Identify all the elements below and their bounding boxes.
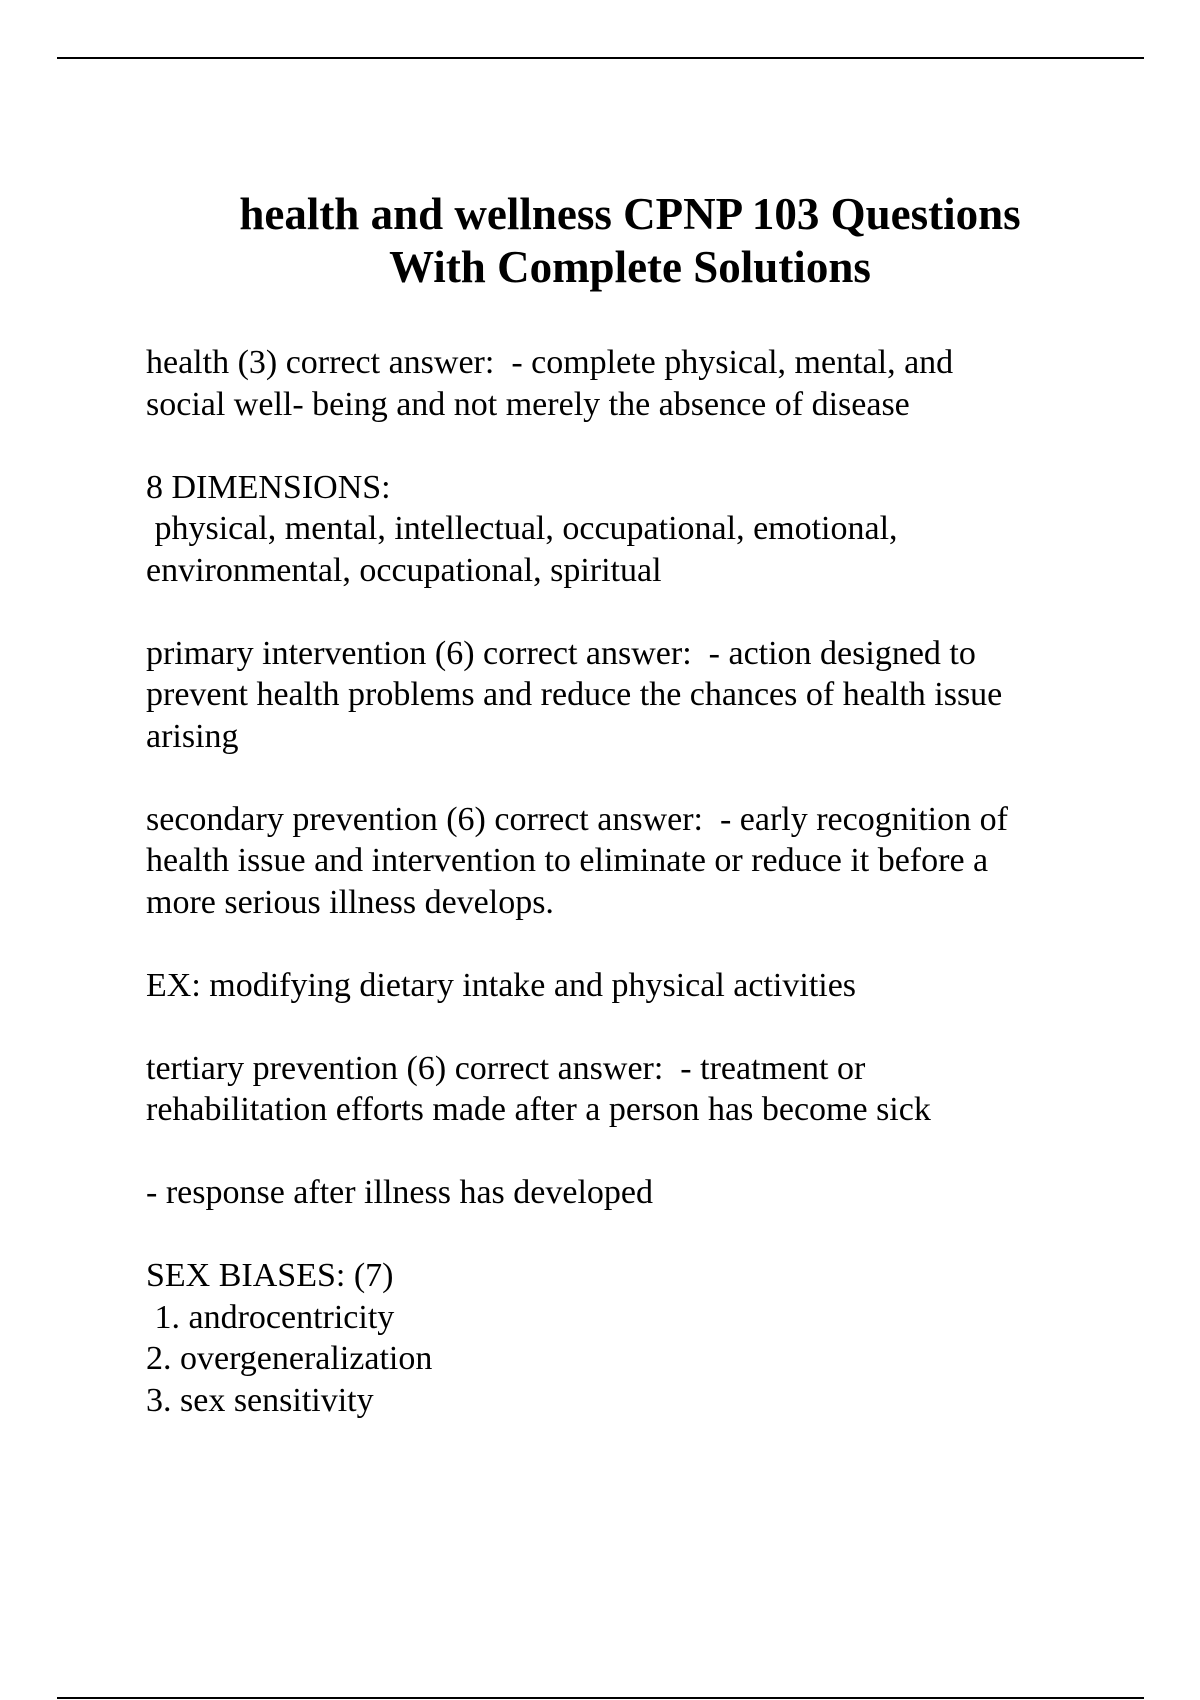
primary-intervention (146, 633, 1146, 758)
text-line: rehabilitation efforts made after a person has become sick (146, 1091, 931, 1128)
document-title (60, 188, 1200, 294)
text-line: social well- being and not merely the absence of disease (146, 385, 910, 423)
title-line-1: health and wellness CPNP 103 Questions (239, 189, 1021, 239)
bottom-rule (57, 1697, 1144, 1699)
text-line: prevent health problems and reduce the chances of health issue (146, 676, 1003, 713)
secondary-prevention (146, 799, 1146, 924)
health-definition (146, 342, 1146, 425)
text-line: health (3) correct answer: - complete physical, mental, and (146, 344, 954, 381)
text-line: SEX BIASES: (7) (146, 1257, 394, 1294)
text-line: more serious illness develops. (146, 883, 554, 921)
text-line: 8 DIMENSIONS: (146, 468, 391, 506)
response-note (146, 1172, 1146, 1214)
dimensions-list (146, 467, 1146, 592)
text-line: health issue and intervention to eliminate or reduce it before a (146, 842, 989, 879)
tertiary-prevention (146, 1048, 1146, 1131)
text-line: physical, mental, intellectual, occupational, emotional, (146, 510, 898, 547)
title-line-2: With Complete Solutions (389, 242, 871, 292)
text-line: 3. sex sensitivity (146, 1381, 374, 1419)
text-line: secondary prevention (6) correct answer: - early recognition of (146, 800, 1008, 838)
text-line: environmental, occupational, spiritual (146, 551, 662, 589)
top-rule (57, 57, 1144, 59)
text-line: 2. overgeneralization (146, 1340, 433, 1377)
example-note (146, 965, 1146, 1007)
text-line: primary intervention (6) correct answer: - action designed to (146, 634, 976, 672)
text-line: 1. androcentricity (146, 1298, 395, 1336)
text-line: - response after illness has developed (146, 1174, 653, 1211)
text-line: EX: modifying dietary intake and physical activities (146, 966, 857, 1004)
text-line: tertiary prevention (6) correct answer: - treatment or (146, 1049, 866, 1087)
text-line: arising (146, 717, 239, 755)
sex-biases-list (146, 1255, 1146, 1421)
document-body (146, 342, 1146, 1421)
